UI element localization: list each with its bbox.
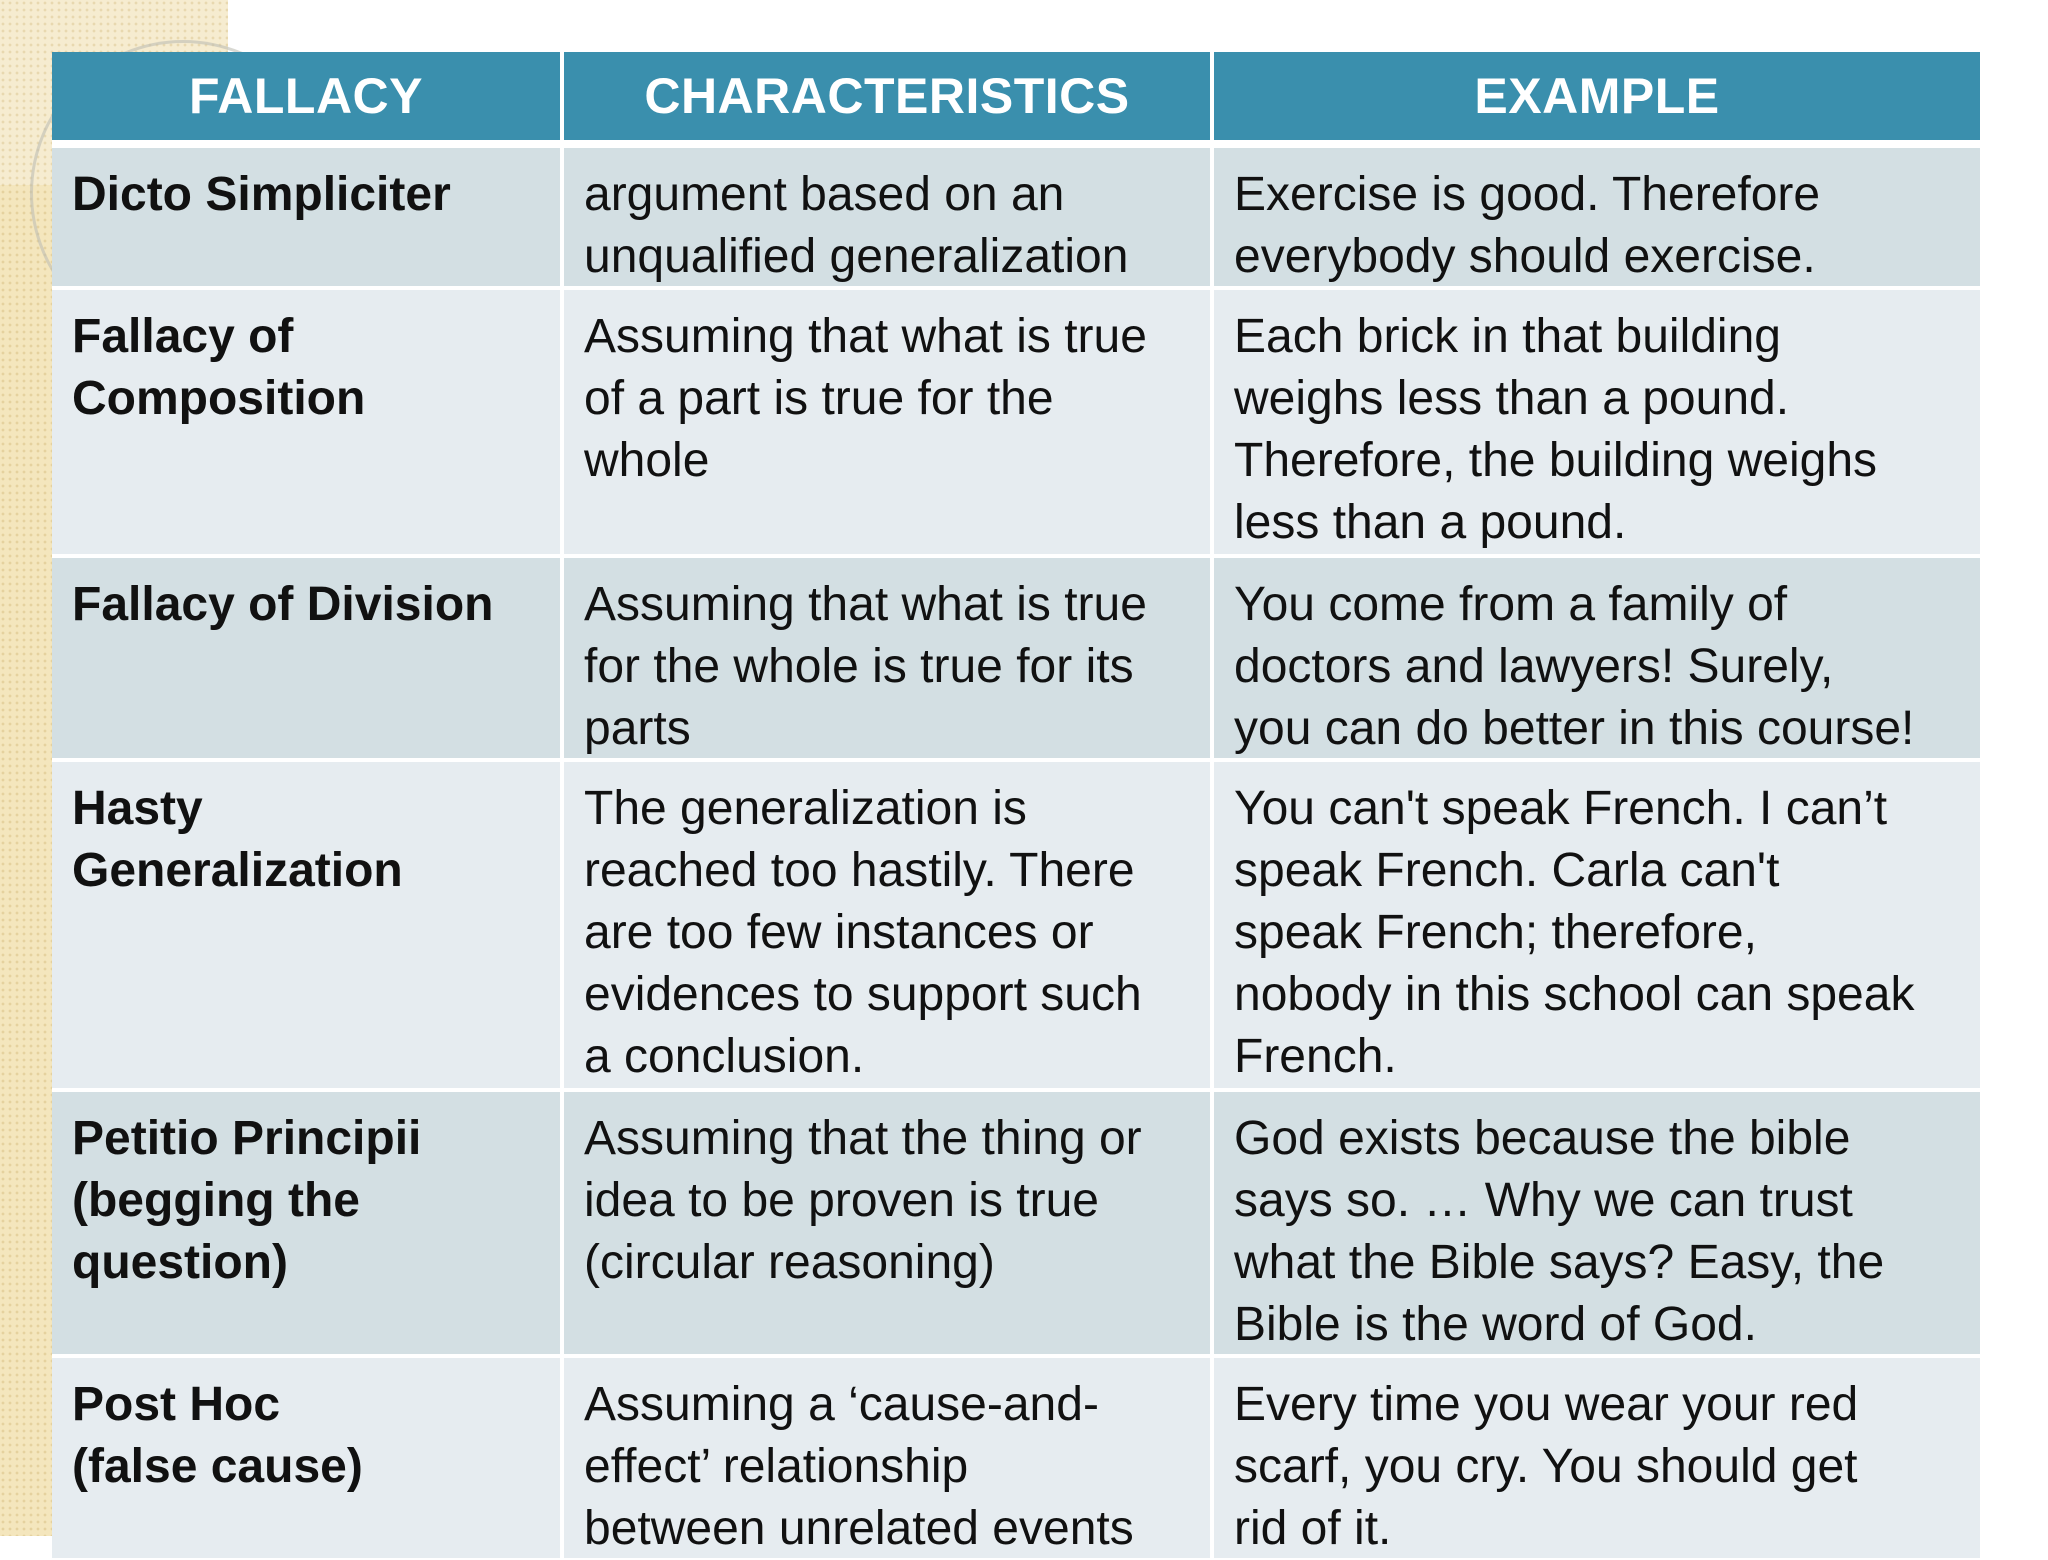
characteristics-text: Assuming that the thing or idea to be proven is true (circular reasoning) <box>584 1112 1142 1289</box>
example-cell <box>1214 1092 1980 1354</box>
characteristics-text: Assuming a ‘cause-and- effect’ relationship between unrelated events <box>584 1378 1134 1555</box>
table-row <box>52 762 1980 1088</box>
table-row <box>52 1358 1980 1558</box>
fallacy-name: Post Hoc (false cause) <box>72 1378 363 1493</box>
characteristics-cell <box>564 148 1210 286</box>
fallacy-name: Dicto Simpliciter <box>72 168 451 221</box>
example-text: Each brick in that building weighs less than a pound. Therefore, the building weighs less than a pound. <box>1234 310 1878 549</box>
fallacy-cell <box>52 1092 560 1354</box>
header-fallacy: FALLACY <box>52 52 560 140</box>
fallacy-name: Petitio Principii (begging the question) <box>72 1112 422 1289</box>
characteristics-text: Assuming that what is true for the whole is true for its parts <box>584 578 1147 755</box>
table-header-row <box>52 52 1980 140</box>
characteristics-cell <box>564 762 1210 1088</box>
fallacy-cell <box>52 1358 560 1558</box>
example-cell <box>1214 290 1980 554</box>
example-text: God exists because the bible says so. … Why we can trust what the Bible says? Easy, the Bible is the word of God. <box>1234 1112 1885 1351</box>
table-row <box>52 148 1980 286</box>
example-text: Every time you wear your red scarf, you cry. You should get rid of it. <box>1234 1378 1859 1555</box>
fallacy-table <box>52 52 1980 1555</box>
characteristics-text: argument based on an unqualified generalization <box>584 168 1129 283</box>
example-text: You can't speak French. I can’t speak French. Carla can't speak French; therefore, nobody in this school can speak French. <box>1234 782 1915 1083</box>
fallacy-name: Fallacy of Composition <box>72 310 366 425</box>
characteristics-cell <box>564 1092 1210 1354</box>
example-text: Exercise is good. Therefore everybody should exercise. <box>1234 168 1821 283</box>
example-cell <box>1214 148 1980 286</box>
characteristics-cell <box>564 558 1210 758</box>
example-text: You come from a family of doctors and lawyers! Surely, you can do better in this course! <box>1234 578 1915 755</box>
characteristics-cell <box>564 290 1210 554</box>
characteristics-cell <box>564 1358 1210 1558</box>
table-row <box>52 558 1980 758</box>
fallacy-name: Fallacy of Division <box>72 578 494 631</box>
fallacy-cell <box>52 762 560 1088</box>
table-row <box>52 1092 1980 1354</box>
header-example: EXAMPLE <box>1214 52 1980 140</box>
fallacy-cell <box>52 558 560 758</box>
fallacy-cell <box>52 290 560 554</box>
example-cell <box>1214 1358 1980 1558</box>
characteristics-text: The generalization is reached too hastily. There are too few instances or evidences to support such a conclusion. <box>584 782 1142 1083</box>
characteristics-text: Assuming that what is true of a part is true for the whole <box>584 310 1147 487</box>
header-characteristics: CHARACTERISTICS <box>564 52 1210 140</box>
table-row <box>52 290 1980 554</box>
fallacy-name: Hasty Generalization <box>72 782 403 897</box>
fallacy-cell <box>52 148 560 286</box>
example-cell <box>1214 762 1980 1088</box>
example-cell <box>1214 558 1980 758</box>
